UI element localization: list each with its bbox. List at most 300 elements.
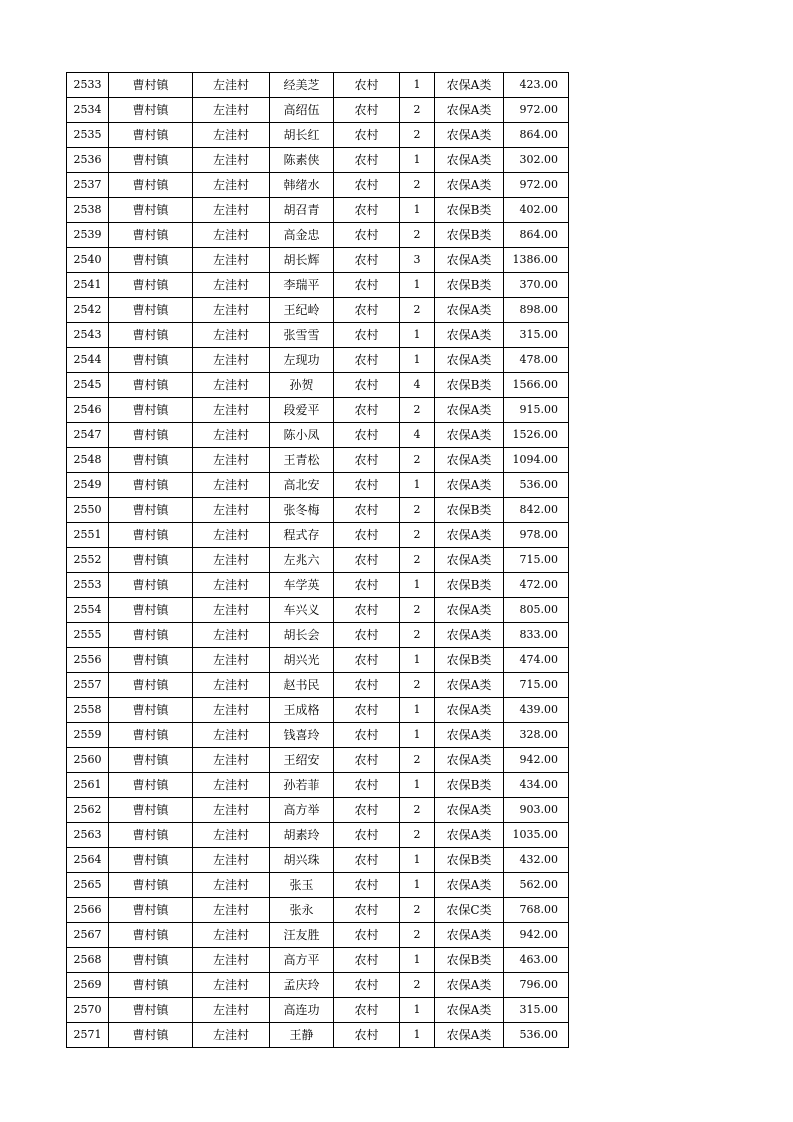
table-row	[67, 523, 569, 548]
village-name-cell: 左洼村	[193, 998, 270, 1023]
village-name-cell: 左洼村	[193, 948, 270, 973]
row-number-cell: 2562	[67, 798, 109, 823]
table-row	[67, 398, 569, 423]
row-number-cell: 2549	[67, 473, 109, 498]
village-name-cell: 左洼村	[193, 648, 270, 673]
person-name-cell: 王绍安	[270, 748, 334, 773]
household-count-cell: 2	[400, 548, 435, 573]
area-type-cell: 农村	[334, 398, 400, 423]
person-name-cell: 车兴义	[270, 598, 334, 623]
amount-cell: 796.00	[504, 973, 569, 998]
town-name-cell: 曹村镇	[109, 198, 193, 223]
insurance-category-cell: 农保A类	[435, 448, 504, 473]
insurance-category-cell: 农保B类	[435, 498, 504, 523]
person-name-cell: 张冬梅	[270, 498, 334, 523]
person-name-cell: 陈素侠	[270, 148, 334, 173]
row-number-cell: 2565	[67, 873, 109, 898]
insurance-category-cell: 农保B类	[435, 223, 504, 248]
table-row	[67, 748, 569, 773]
household-count-cell: 1	[400, 1023, 435, 1048]
amount-cell: 463.00	[504, 948, 569, 973]
row-number-cell: 2568	[67, 948, 109, 973]
area-type-cell: 农村	[334, 998, 400, 1023]
amount-cell: 315.00	[504, 323, 569, 348]
welfare-ledger-table	[66, 72, 569, 1048]
row-number-cell: 2567	[67, 923, 109, 948]
amount-cell: 942.00	[504, 748, 569, 773]
amount-cell: 1386.00	[504, 248, 569, 273]
area-type-cell: 农村	[334, 373, 400, 398]
amount-cell: 1566.00	[504, 373, 569, 398]
amount-cell: 1094.00	[504, 448, 569, 473]
table-row	[67, 948, 569, 973]
insurance-category-cell: 农保A类	[435, 148, 504, 173]
village-name-cell: 左洼村	[193, 148, 270, 173]
town-name-cell: 曹村镇	[109, 698, 193, 723]
insurance-category-cell: 农保A类	[435, 173, 504, 198]
insurance-category-cell: 农保A类	[435, 873, 504, 898]
person-name-cell: 高连功	[270, 998, 334, 1023]
amount-cell: 715.00	[504, 673, 569, 698]
village-name-cell: 左洼村	[193, 873, 270, 898]
town-name-cell: 曹村镇	[109, 323, 193, 348]
insurance-category-cell: 农保B类	[435, 773, 504, 798]
area-type-cell: 农村	[334, 898, 400, 923]
table-row	[67, 573, 569, 598]
town-name-cell: 曹村镇	[109, 648, 193, 673]
town-name-cell: 曹村镇	[109, 748, 193, 773]
row-number-cell: 2537	[67, 173, 109, 198]
area-type-cell: 农村	[334, 498, 400, 523]
household-count-cell: 1	[400, 473, 435, 498]
village-name-cell: 左洼村	[193, 523, 270, 548]
area-type-cell: 农村	[334, 973, 400, 998]
village-name-cell: 左洼村	[193, 823, 270, 848]
household-count-cell: 1	[400, 198, 435, 223]
person-name-cell: 王纪岭	[270, 298, 334, 323]
person-name-cell: 孙若菲	[270, 773, 334, 798]
village-name-cell: 左洼村	[193, 73, 270, 98]
insurance-category-cell: 农保A类	[435, 673, 504, 698]
area-type-cell: 农村	[334, 948, 400, 973]
row-number-cell: 2555	[67, 623, 109, 648]
village-name-cell: 左洼村	[193, 398, 270, 423]
household-count-cell: 1	[400, 348, 435, 373]
row-number-cell: 2541	[67, 273, 109, 298]
amount-cell: 434.00	[504, 773, 569, 798]
person-name-cell: 钱喜玲	[270, 723, 334, 748]
person-name-cell: 高方平	[270, 948, 334, 973]
insurance-category-cell: 农保B类	[435, 198, 504, 223]
row-number-cell: 2548	[67, 448, 109, 473]
person-name-cell: 陈小凤	[270, 423, 334, 448]
town-name-cell: 曹村镇	[109, 948, 193, 973]
table-row	[67, 773, 569, 798]
village-name-cell: 左洼村	[193, 373, 270, 398]
amount-cell: 315.00	[504, 998, 569, 1023]
area-type-cell: 农村	[334, 473, 400, 498]
household-count-cell: 2	[400, 923, 435, 948]
table-row	[67, 598, 569, 623]
area-type-cell: 农村	[334, 198, 400, 223]
area-type-cell: 农村	[334, 648, 400, 673]
amount-cell: 842.00	[504, 498, 569, 523]
household-count-cell: 4	[400, 423, 435, 448]
table-row	[67, 898, 569, 923]
table-row	[67, 448, 569, 473]
amount-cell: 864.00	[504, 223, 569, 248]
insurance-category-cell: 农保A类	[435, 698, 504, 723]
insurance-category-cell: 农保A类	[435, 398, 504, 423]
town-name-cell: 曹村镇	[109, 98, 193, 123]
town-name-cell: 曹村镇	[109, 973, 193, 998]
amount-cell: 402.00	[504, 198, 569, 223]
table-row	[67, 498, 569, 523]
village-name-cell: 左洼村	[193, 548, 270, 573]
household-count-cell: 1	[400, 848, 435, 873]
area-type-cell: 农村	[334, 823, 400, 848]
area-type-cell: 农村	[334, 873, 400, 898]
area-type-cell: 农村	[334, 548, 400, 573]
insurance-category-cell: 农保A类	[435, 423, 504, 448]
insurance-category-cell: 农保A类	[435, 348, 504, 373]
insurance-category-cell: 农保B类	[435, 373, 504, 398]
insurance-category-cell: 农保A类	[435, 723, 504, 748]
row-number-cell: 2561	[67, 773, 109, 798]
table-row	[67, 298, 569, 323]
person-name-cell: 王成格	[270, 698, 334, 723]
table-row	[67, 548, 569, 573]
person-name-cell: 张永	[270, 898, 334, 923]
area-type-cell: 农村	[334, 98, 400, 123]
household-count-cell: 2	[400, 823, 435, 848]
person-name-cell: 赵书民	[270, 673, 334, 698]
village-name-cell: 左洼村	[193, 673, 270, 698]
area-type-cell: 农村	[334, 723, 400, 748]
row-number-cell: 2559	[67, 723, 109, 748]
amount-cell: 898.00	[504, 298, 569, 323]
area-type-cell: 农村	[334, 773, 400, 798]
table-row	[67, 823, 569, 848]
amount-cell: 903.00	[504, 798, 569, 823]
person-name-cell: 左兆六	[270, 548, 334, 573]
area-type-cell: 农村	[334, 623, 400, 648]
insurance-category-cell: 农保A类	[435, 248, 504, 273]
village-name-cell: 左洼村	[193, 598, 270, 623]
village-name-cell: 左洼村	[193, 248, 270, 273]
town-name-cell: 曹村镇	[109, 623, 193, 648]
row-number-cell: 2540	[67, 248, 109, 273]
table-row	[67, 473, 569, 498]
household-count-cell: 1	[400, 723, 435, 748]
table-row	[67, 98, 569, 123]
area-type-cell: 农村	[334, 298, 400, 323]
table-row	[67, 148, 569, 173]
household-count-cell: 2	[400, 623, 435, 648]
person-name-cell: 胡长辉	[270, 248, 334, 273]
amount-cell: 302.00	[504, 148, 569, 173]
area-type-cell: 农村	[334, 523, 400, 548]
insurance-category-cell: 农保A类	[435, 323, 504, 348]
insurance-category-cell: 农保A类	[435, 748, 504, 773]
person-name-cell: 高金忠	[270, 223, 334, 248]
area-type-cell: 农村	[334, 923, 400, 948]
household-count-cell: 2	[400, 523, 435, 548]
table-row	[67, 73, 569, 98]
area-type-cell: 农村	[334, 698, 400, 723]
insurance-category-cell: 农保A类	[435, 473, 504, 498]
row-number-cell: 2571	[67, 1023, 109, 1048]
table-row	[67, 323, 569, 348]
household-count-cell: 1	[400, 698, 435, 723]
household-count-cell: 3	[400, 248, 435, 273]
household-count-cell: 1	[400, 648, 435, 673]
town-name-cell: 曹村镇	[109, 473, 193, 498]
table-row	[67, 123, 569, 148]
town-name-cell: 曹村镇	[109, 423, 193, 448]
row-number-cell: 2570	[67, 998, 109, 1023]
insurance-category-cell: 农保A类	[435, 548, 504, 573]
table-row	[67, 648, 569, 673]
household-count-cell: 2	[400, 298, 435, 323]
table-row	[67, 973, 569, 998]
area-type-cell: 农村	[334, 323, 400, 348]
town-name-cell: 曹村镇	[109, 823, 193, 848]
town-name-cell: 曹村镇	[109, 148, 193, 173]
row-number-cell: 2534	[67, 98, 109, 123]
table-row	[67, 848, 569, 873]
town-name-cell: 曹村镇	[109, 1023, 193, 1048]
village-name-cell: 左洼村	[193, 448, 270, 473]
amount-cell: 472.00	[504, 573, 569, 598]
amount-cell: 915.00	[504, 398, 569, 423]
insurance-category-cell: 农保B类	[435, 948, 504, 973]
village-name-cell: 左洼村	[193, 348, 270, 373]
row-number-cell: 2533	[67, 73, 109, 98]
person-name-cell: 胡召青	[270, 198, 334, 223]
household-count-cell: 1	[400, 773, 435, 798]
person-name-cell: 张玉	[270, 873, 334, 898]
village-name-cell: 左洼村	[193, 748, 270, 773]
insurance-category-cell: 农保A类	[435, 123, 504, 148]
person-name-cell: 胡长红	[270, 123, 334, 148]
village-name-cell: 左洼村	[193, 223, 270, 248]
town-name-cell: 曹村镇	[109, 923, 193, 948]
row-number-cell: 2546	[67, 398, 109, 423]
amount-cell: 1526.00	[504, 423, 569, 448]
town-name-cell: 曹村镇	[109, 298, 193, 323]
person-name-cell: 胡长会	[270, 623, 334, 648]
area-type-cell: 农村	[334, 173, 400, 198]
household-count-cell: 2	[400, 798, 435, 823]
amount-cell: 536.00	[504, 1023, 569, 1048]
row-number-cell: 2569	[67, 973, 109, 998]
amount-cell: 439.00	[504, 698, 569, 723]
area-type-cell: 农村	[334, 848, 400, 873]
table-row	[67, 1023, 569, 1048]
town-name-cell: 曹村镇	[109, 498, 193, 523]
village-name-cell: 左洼村	[193, 423, 270, 448]
insurance-category-cell: 农保A类	[435, 798, 504, 823]
amount-cell: 562.00	[504, 873, 569, 898]
area-type-cell: 农村	[334, 248, 400, 273]
town-name-cell: 曹村镇	[109, 523, 193, 548]
household-count-cell: 1	[400, 998, 435, 1023]
ledger-body	[67, 73, 569, 1048]
village-name-cell: 左洼村	[193, 473, 270, 498]
table-row	[67, 698, 569, 723]
village-name-cell: 左洼村	[193, 898, 270, 923]
town-name-cell: 曹村镇	[109, 173, 193, 198]
amount-cell: 833.00	[504, 623, 569, 648]
insurance-category-cell: 农保B类	[435, 648, 504, 673]
area-type-cell: 农村	[334, 123, 400, 148]
table-row	[67, 273, 569, 298]
town-name-cell: 曹村镇	[109, 73, 193, 98]
row-number-cell: 2542	[67, 298, 109, 323]
household-count-cell: 1	[400, 73, 435, 98]
amount-cell: 432.00	[504, 848, 569, 873]
amount-cell: 768.00	[504, 898, 569, 923]
household-count-cell: 2	[400, 973, 435, 998]
amount-cell: 370.00	[504, 273, 569, 298]
village-name-cell: 左洼村	[193, 723, 270, 748]
area-type-cell: 农村	[334, 73, 400, 98]
area-type-cell: 农村	[334, 348, 400, 373]
row-number-cell: 2556	[67, 648, 109, 673]
village-name-cell: 左洼村	[193, 623, 270, 648]
area-type-cell: 农村	[334, 448, 400, 473]
row-number-cell: 2544	[67, 348, 109, 373]
amount-cell: 1035.00	[504, 823, 569, 848]
town-name-cell: 曹村镇	[109, 573, 193, 598]
village-name-cell: 左洼村	[193, 98, 270, 123]
table-row	[67, 873, 569, 898]
town-name-cell: 曹村镇	[109, 873, 193, 898]
amount-cell: 715.00	[504, 548, 569, 573]
row-number-cell: 2543	[67, 323, 109, 348]
household-count-cell: 2	[400, 748, 435, 773]
row-number-cell: 2553	[67, 573, 109, 598]
insurance-category-cell: 农保A类	[435, 298, 504, 323]
town-name-cell: 曹村镇	[109, 273, 193, 298]
household-count-cell: 1	[400, 148, 435, 173]
person-name-cell: 经美芝	[270, 73, 334, 98]
table-row	[67, 348, 569, 373]
town-name-cell: 曹村镇	[109, 848, 193, 873]
amount-cell: 423.00	[504, 73, 569, 98]
village-name-cell: 左洼村	[193, 798, 270, 823]
insurance-category-cell: 农保A类	[435, 973, 504, 998]
person-name-cell: 段爱平	[270, 398, 334, 423]
row-number-cell: 2536	[67, 148, 109, 173]
area-type-cell: 农村	[334, 673, 400, 698]
row-number-cell: 2557	[67, 673, 109, 698]
area-type-cell: 农村	[334, 1023, 400, 1048]
person-name-cell: 孟庆玲	[270, 973, 334, 998]
village-name-cell: 左洼村	[193, 198, 270, 223]
amount-cell: 474.00	[504, 648, 569, 673]
row-number-cell: 2558	[67, 698, 109, 723]
town-name-cell: 曹村镇	[109, 223, 193, 248]
person-name-cell: 程式存	[270, 523, 334, 548]
area-type-cell: 农村	[334, 573, 400, 598]
household-count-cell: 2	[400, 223, 435, 248]
person-name-cell: 汪友胜	[270, 923, 334, 948]
table-row	[67, 198, 569, 223]
row-number-cell: 2547	[67, 423, 109, 448]
village-name-cell: 左洼村	[193, 848, 270, 873]
person-name-cell: 孙贺	[270, 373, 334, 398]
household-count-cell: 2	[400, 498, 435, 523]
table-row	[67, 423, 569, 448]
town-name-cell: 曹村镇	[109, 398, 193, 423]
household-count-cell: 1	[400, 948, 435, 973]
town-name-cell: 曹村镇	[109, 723, 193, 748]
village-name-cell: 左洼村	[193, 1023, 270, 1048]
town-name-cell: 曹村镇	[109, 998, 193, 1023]
village-name-cell: 左洼村	[193, 498, 270, 523]
village-name-cell: 左洼村	[193, 123, 270, 148]
household-count-cell: 2	[400, 598, 435, 623]
table-row	[67, 673, 569, 698]
row-number-cell: 2564	[67, 848, 109, 873]
table-row	[67, 623, 569, 648]
household-count-cell: 2	[400, 398, 435, 423]
person-name-cell: 李瑞平	[270, 273, 334, 298]
person-name-cell: 左现功	[270, 348, 334, 373]
area-type-cell: 农村	[334, 423, 400, 448]
area-type-cell: 农村	[334, 148, 400, 173]
area-type-cell: 农村	[334, 798, 400, 823]
household-count-cell: 2	[400, 448, 435, 473]
person-name-cell: 高北安	[270, 473, 334, 498]
household-count-cell: 2	[400, 123, 435, 148]
amount-cell: 972.00	[504, 98, 569, 123]
table-row	[67, 923, 569, 948]
row-number-cell: 2539	[67, 223, 109, 248]
village-name-cell: 左洼村	[193, 698, 270, 723]
insurance-category-cell: 农保A类	[435, 623, 504, 648]
town-name-cell: 曹村镇	[109, 798, 193, 823]
insurance-category-cell: 农保B类	[435, 573, 504, 598]
insurance-category-cell: 农保A类	[435, 523, 504, 548]
village-name-cell: 左洼村	[193, 773, 270, 798]
insurance-category-cell: 农保A类	[435, 1023, 504, 1048]
row-number-cell: 2535	[67, 123, 109, 148]
table-row	[67, 998, 569, 1023]
insurance-category-cell: 农保B类	[435, 848, 504, 873]
row-number-cell: 2566	[67, 898, 109, 923]
household-count-cell: 2	[400, 673, 435, 698]
amount-cell: 805.00	[504, 598, 569, 623]
household-count-cell: 1	[400, 323, 435, 348]
insurance-category-cell: 农保A类	[435, 823, 504, 848]
town-name-cell: 曹村镇	[109, 373, 193, 398]
area-type-cell: 农村	[334, 223, 400, 248]
village-name-cell: 左洼村	[193, 573, 270, 598]
amount-cell: 328.00	[504, 723, 569, 748]
insurance-category-cell: 农保B类	[435, 273, 504, 298]
town-name-cell: 曹村镇	[109, 348, 193, 373]
area-type-cell: 农村	[334, 748, 400, 773]
household-count-cell: 2	[400, 173, 435, 198]
town-name-cell: 曹村镇	[109, 248, 193, 273]
row-number-cell: 2563	[67, 823, 109, 848]
person-name-cell: 车学英	[270, 573, 334, 598]
village-name-cell: 左洼村	[193, 323, 270, 348]
insurance-category-cell: 农保A类	[435, 998, 504, 1023]
